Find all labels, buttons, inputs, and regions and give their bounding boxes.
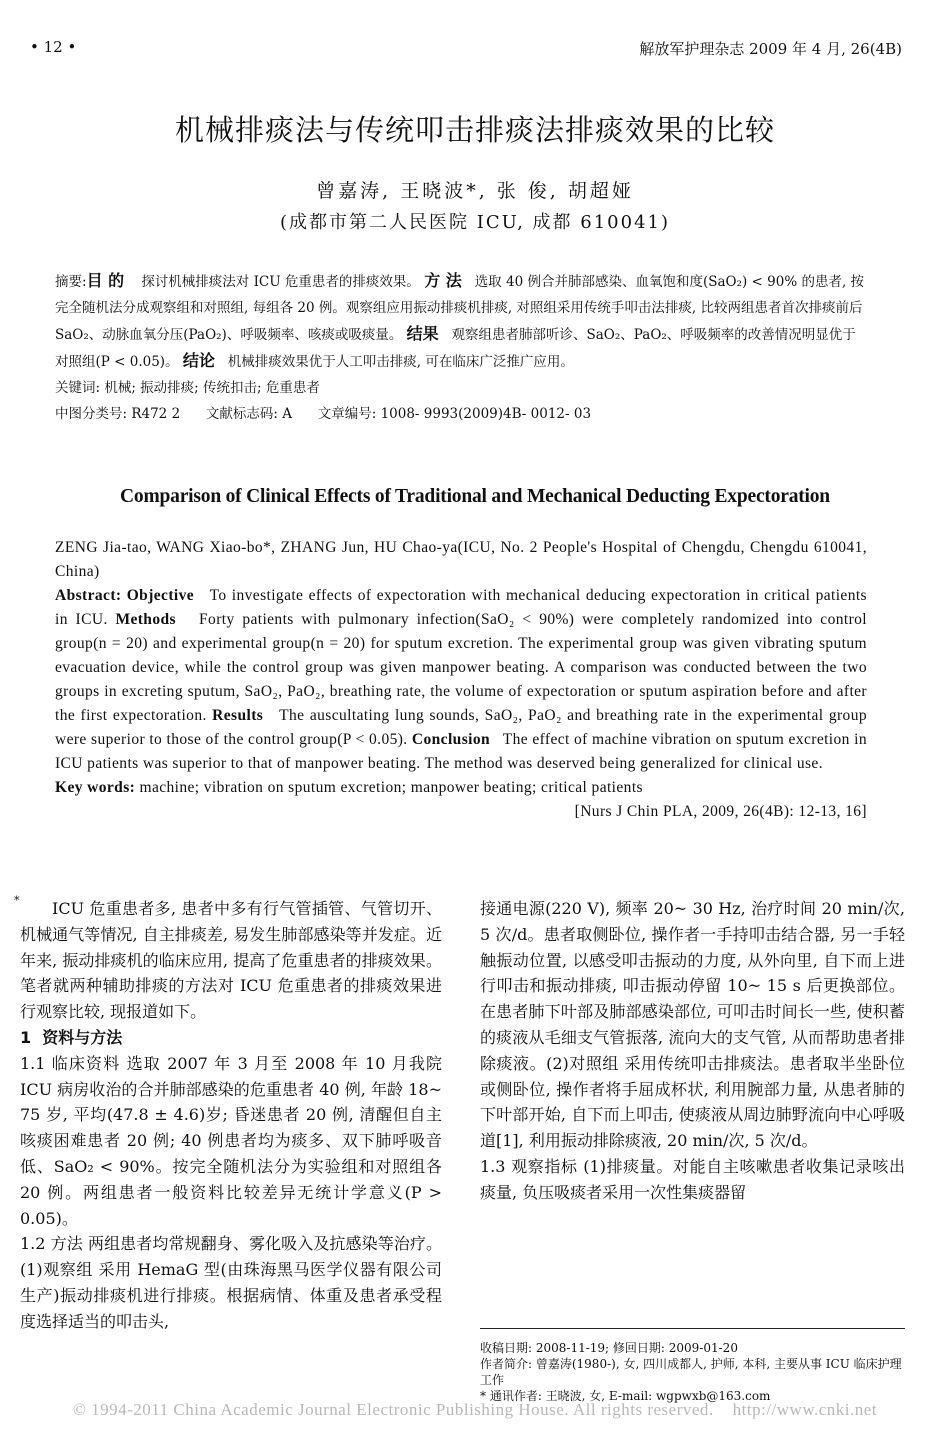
journal-header: 解放军护理杂志 2009 年 4 月, 26(4B) bbox=[639, 40, 902, 58]
methods-text: 选取 40 例合并肺部感染、血氧饱和度(SaO₂) < 90% 的患者, 按完全随机法分成观察组和对照组, 每组各 20 例。观察组应用振动排痰机排痰, 对照组采用传统手叩击法排痰, 比较两组患者首次排痰前后 SaO₂、动脉血氧分压(PaO₂)、呼吸频率、咳痰或吸痰量。 bbox=[55, 274, 865, 343]
page-number: • 12 • bbox=[30, 38, 77, 56]
english-authors: ZENG Jia-tao, WANG Xiao-bo*, ZHANG Jun, HU Chao-ya(ICU, No. 2 People's Hospital of Chengdu, Chengdu 610041, China) bbox=[55, 539, 867, 580]
objective-label: 目 的 bbox=[86, 271, 125, 290]
abstract-results-label: Results bbox=[212, 707, 264, 724]
article-title: 机械排痰法与传统叩击排痰法排痰效果的比较 bbox=[174, 113, 775, 147]
conclusion-text: 机械排痰效果优于人工叩击排痰, 可在临床广泛推广应用。 bbox=[227, 354, 574, 370]
english-abstract bbox=[55, 536, 867, 824]
footnote-marker: * bbox=[14, 894, 20, 907]
affiliation: (成都市第二人民医院 ICU, 成都 610041) bbox=[279, 212, 671, 233]
intro-paragraph: ICU 危重患者多, 患者中多有行气管插管、气管切开、机械通气等情况, 自主排痰差, 易发生肺部感染等并发症。近年来, 振动排痰机的临床应用, 提高了危重患者的排痰效果。笔者就两种辅助排痰的方法对 ICU 危重患者的排痰效果进行观察比较, 现报道如下。 bbox=[20, 899, 442, 1022]
abstract-methods: Forty patients with pulmonary infection(SaO₂ < 90%) were completely randomized into control group(n = 20) and experimental group(n = 20) for sputum excretion. The experimental group was given vibrating sputum evacuation device, while the control group was given manpower beating. A comparison was conducted between the two groups in excreting sputum, SaO₂, PaO₂, breathing rate, the volume of expectoration or sputum aspiration before and after the first expectoration. bbox=[55, 611, 868, 724]
methods-continued: 接通电源(220 V), 频率 20~ 30 Hz, 治疗时间 20 min/次, 5 次/d。患者取侧卧位, 操作者一手持叩击结合器, 另一手轻触振动位置, 以感受叩击振动的力度, 从外向里, 自下而上进行叩击和振动排痰, 叩击振动停留 10~ 15 s 后更换部位。在患者肺下叶部及肺部感染部位, 可叩击时间长一些, 使积蓄的痰液从毛细支气管振落, 流向大的支气管, 从而帮助患者排除痰液。(2)对照组 采用传统叩击排痰法。患者取半坐卧位或侧卧位, 操作者将手屈成杯状, 利用腕部力量, 从患者肺的下叶部开始, 自下而上叩击, 使痰液从周边肺野流向中心呼吸道[1], 利用振动排除痰液, 20 min/次, 5 次/d。 bbox=[480, 899, 905, 1151]
keywords-label: Key words: bbox=[55, 779, 136, 796]
abstract-objective: To investigate effects of expectoration with mechanical deducing expectoration in critical patients in ICU. bbox=[55, 587, 867, 628]
abstract-objective-label: Abstract: Objective bbox=[55, 587, 195, 604]
abstract-conclusion: The effect of machine vibration on sputum excretion in ICU patients was superior to that of manpower beating. The method was deserved being generalized for clinical use. bbox=[55, 731, 867, 772]
keywords: 关键词: 机械; 振动排痰; 传统扣击; 危重患者 bbox=[55, 380, 320, 396]
section-1-1: 1.1 临床资料 选取 2007 年 3 月至 2008 年 10 月我院 ICU 病房收治的合并肺部感染的危重患者 40 例, 年龄 18~ 75 岁, 平均(47.8 ± 4.6)岁; 昏迷患者 20 例, 清醒但自主咳痰困难患者 20 例; 40 例患者均为痰多、双下肺呼吸音低、SaO₂ < 90%。按完全随机法分为实验组和对照组各 20 例。两组患者一般资料比较差异无统计学意义(P > 0.05)。 bbox=[20, 1053, 442, 1228]
received-date: 收稿日期: 2008-11-19; 修回日期: 2009-01-20 bbox=[480, 1341, 738, 1355]
footnote-divider bbox=[480, 1328, 905, 1329]
classification: 中图分类号: R472 2 文献标志码: A 文章编号: 1008- 9993(2009)4B- 0012- 03 bbox=[55, 406, 592, 422]
section-1-2: 1.2 方法 两组患者均常规翻身、雾化吸入及抗感染等治疗。(1)观察组 采用 HemaG 型(由珠海黑马医学仪器有限公司生产)振动排痰机进行排痰。根据病情、体重及患者承受程度选择适当的叩击头, bbox=[20, 1234, 442, 1331]
abstract-prefix: 摘要: bbox=[55, 274, 87, 290]
abstract-methods-label: Methods bbox=[115, 611, 176, 628]
authors: 曾嘉涛, 王晓波*, 张 俊, 胡超娅 bbox=[316, 180, 634, 202]
abstract-conclusion-label: Conclusion bbox=[411, 731, 491, 748]
conclusion-label: 结论 bbox=[182, 351, 215, 370]
objective-text: 探讨机械排痰法对 ICU 危重患者的排痰效果。 bbox=[141, 274, 420, 290]
results-label: 结果 bbox=[406, 324, 439, 343]
section-heading: 1 资料与方法 bbox=[20, 1027, 123, 1047]
results-text: 观察组患者肺部听诊、SaO₂、PaO₂、呼吸频率的改善情况明显优于对照组(P < 0.05)。 bbox=[55, 327, 856, 370]
chinese-abstract bbox=[55, 268, 867, 427]
english-title: Comparison of Clinical Effects of Traditional and Mechanical Deducting Expectoration bbox=[120, 486, 830, 507]
abstract-results: The auscultating lung sounds, SaO₂, PaO₂ and breathing rate in the experimental group were superior to those of the control group(P < 0.05). bbox=[55, 707, 868, 748]
author-bio: 作者简介: 曾嘉涛(1980-), 女, 四川成都人, 护师, 本科, 主要从事 ICU 临床护理工作 bbox=[480, 1357, 902, 1387]
english-keywords: machine; vibration on sputum excretion; manpower beating; critical patients bbox=[139, 779, 643, 796]
cnki-watermark: © 1994-2011 China Academic Journal Electronic Publishing House. All rights reserved. http://www.cnki.net bbox=[72, 1400, 878, 1419]
section-1-3: 1.3 观察指标 (1)排痰量。对能自主咳嗽患者收集记录咳出痰量, 负压吸痰者采用一次性集痰器留 bbox=[480, 1156, 905, 1202]
body-column-left bbox=[20, 896, 442, 1335]
corresponding-author: * 通讯作者: 王晓波, 女, E-mail: wgpwxb@163.com bbox=[480, 1389, 771, 1403]
methods-label: 方 法 bbox=[424, 271, 462, 290]
footnotes bbox=[480, 1340, 905, 1404]
body-column-right bbox=[480, 896, 905, 1206]
citation: [Nurs J Chin PLA, 2009, 26(4B): 12-13, 16] bbox=[574, 803, 867, 820]
